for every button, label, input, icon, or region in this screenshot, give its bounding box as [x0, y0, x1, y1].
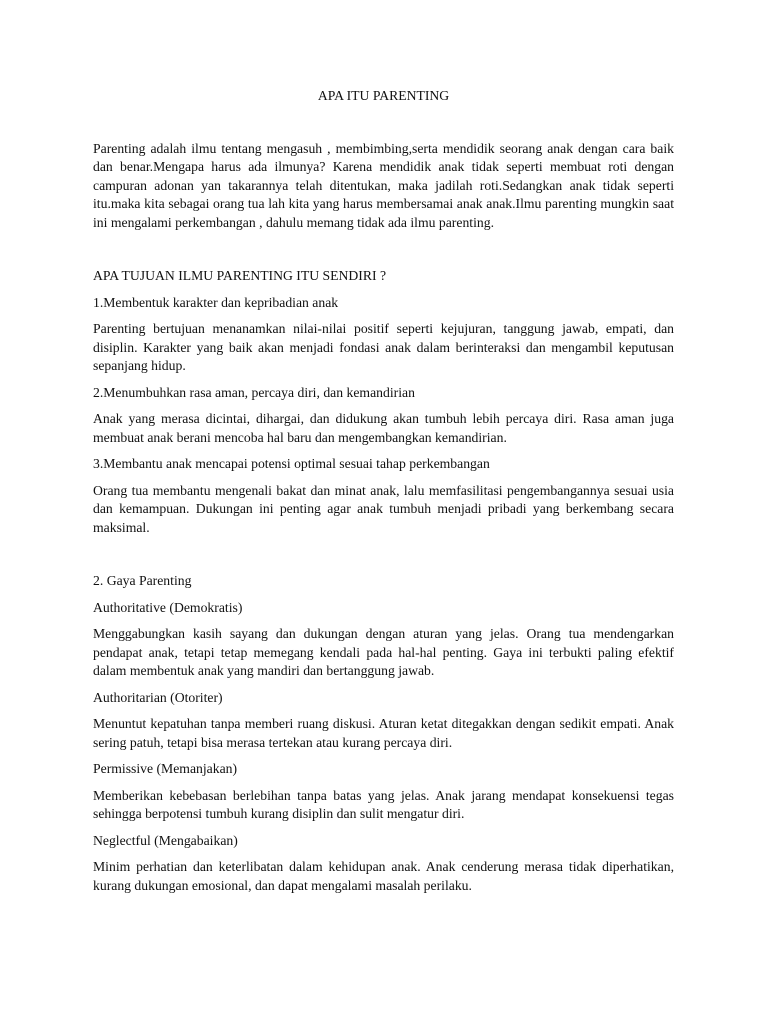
- goal-title-2: 2.Menumbuhkan rasa aman, percaya diri, dan kemandirian: [93, 384, 415, 400]
- goal-title-1: 1.Membentuk karakter dan kepribadian anak: [93, 294, 339, 310]
- document-title: APA ITU PARENTING: [317, 88, 450, 103]
- goal-body-3: Orang tua membantu mengenali bakat dan minat anak, lalu memfasilitasi pengembangannya sesuai usia dan kemampuan. Dukungan ini penting agar anak tumbuh menjadi pribadi yang berkembang secara maksimal.: [93, 482, 674, 535]
- intro-paragraph: Parenting adalah ilmu tentang mengasuh , membimbing,serta mendidik seorang anak dengan cara baik dan benar.Mengapa harus ada ilmunya? Karena mendidik anak tidak seperti membuat roti dengan campuran adonan yan takarannya telah ditentukan, maka jadilah roti.Sedangkan anak tidak seperti itu.maka kita sebagai orang tua lah kita yang harus membersamai anak anak.Ilmu parenting mungkin saat ini mengalami perkembangan , dahulu memang tidak ada ilmu parenting.: [93, 140, 674, 230]
- style-body-authoritarian: Menuntut kepatuhan tanpa memberi ruang diskusi. Aturan ketat ditegakkan dengan sedikit empati. Anak sering patuh, tetapi bisa merasa tertekan atau kurang percaya diri.: [93, 716, 674, 750]
- style-title-neglectful: Neglectful (Mengabaikan): [93, 832, 238, 848]
- style-title-permissive: Permissive (Memanjakan): [93, 761, 238, 776]
- style-body-permissive: Memberikan kebebasan berlebihan tanpa batas yang jelas. Anak jarang mendapat konsekuensi tegas sehingga berpotensi tumbuh kurang disiplin dan sulit mengatur diri.: [93, 787, 674, 821]
- section-heading-gaya: 2. Gaya Parenting: [93, 573, 192, 588]
- goal-body-1: Parenting bertujuan menanamkan nilai-nilai positif seperti kejujuran, tanggung jawab, empati, dan disiplin. Karakter yang baik akan menjadi fondasi anak dalam berinteraksi dan mengambil keputusan sepanjang hidup.: [93, 321, 674, 373]
- goal-title-3: 3.Membantu anak mencapai potensi optimal sesuai tahap perkembangan: [93, 456, 490, 471]
- style-body-neglectful: Minim perhatian dan keterlibatan dalam kehidupan anak. Anak cenderung merasa tidak diperhatikan, kurang dukungan emosional, dan dapat mengalami masalah perilaku.: [93, 859, 674, 893]
- style-title-authoritarian: Authoritarian (Otoriter): [93, 689, 223, 705]
- section-heading-tujuan: APA TUJUAN ILMU PARENTING ITU SENDIRI ?: [93, 268, 387, 283]
- document-content: [93, 87, 674, 903]
- style-body-authoritative: Menggabungkan kasih sayang dan dukungan dengan aturan yang jelas. Orang tua mendengarkan pendapat anak, tetapi tetap memegang kendali pada hal-hal penting. Gaya ini terbukti paling efektif dalam membentuk anak yang mandiri dan bertanggung jawab.: [93, 626, 674, 678]
- goal-body-2: Anak yang merasa dicintai, dihargai, dan didukung akan tumbuh lebih percaya diri. Rasa aman juga membuat anak berani mencoba hal baru dan mengembangkan kemandirian.: [93, 411, 674, 445]
- style-title-authoritative: Authoritative (Demokratis): [93, 599, 243, 615]
